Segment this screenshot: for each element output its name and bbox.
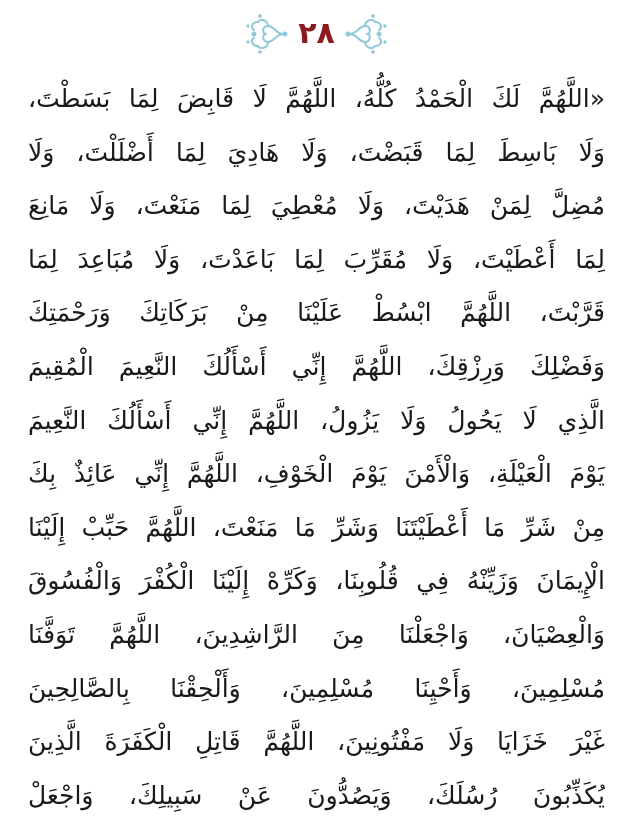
text-line: الْإِيمَانَ وَزَيِّنْهُ فِي قُلُوبِنَا، وَكَرِّهْ إِلَيْنَا الْكُفْرَ وَالْفُسُوقَ — [28, 566, 605, 596]
text-line: وَالْعِصْيَانَ، وَاجْعَلْنَا مِنَ الرَّاشِدِينَ، اللَّهُمَّ تَوَفَّنَا — [28, 619, 605, 649]
page-header — [0, 8, 633, 60]
text-line: قَرَّبْتَ، اللَّهُمَّ ابْسُطْ عَلَيْنَا مِنْ بَرَكَاتِكَ وَرَحْمَتِكَ — [28, 298, 605, 328]
text-line: مُضِلَّ لِمَنْ هَدَيْتَ، وَلَا مُعْطِيَ لِمَا مَنَعْتَ، وَلَا مَانِعَ — [28, 191, 605, 221]
text-line: غَيْرَ خَزَايَا وَلَا مَفْتُونِينَ، اللَّهُمَّ قَاتِلِ الْكَفَرَةَ الَّذِينَ — [28, 727, 605, 757]
text-line: مُسْلِمِينَ، وَأَحْيِنَا مُسْلِمِينَ، وَأَلْحِقْنَا بِالصَّالِحِينَ — [28, 673, 605, 703]
dua-text-body — [28, 72, 605, 822]
text-line: الَّذِي لَا يَحُولُ وَلَا يَزُولُ، اللَّهُمَّ إِنِّي أَسْأَلُكَ النَّعِيمَ — [28, 405, 605, 435]
text-line: لِمَا أَعْطَيْتَ، وَلَا مُقَرِّبَ لِمَا بَاعَدْتَ، وَلَا مُبَاعِدَ لِمَا — [28, 244, 605, 274]
text-line: يُكَذِّبُونَ رُسُلَكَ، وَيَصُدُّونَ عَنْ سَبِيلِكَ، وَاجْعَلْ — [28, 780, 605, 810]
arabesque-ornament-icon — [345, 12, 389, 56]
text-line: «اللَّهُمَّ لَكَ الْحَمْدُ كُلُّهُ، اللَّهُمَّ لَا قَابِضَ لِمَا بَسَطْتَ، — [28, 84, 605, 113]
text-line: وَلَا بَاسِطَ لِمَا قَبَضْتَ، وَلَا هَادِيَ لِمَا أَضْلَلْتَ، وَلَا — [28, 137, 605, 167]
text-line: يَوْمَ الْعَيْلَةِ، وَالْأَمْنَ يَوْمَ الْخَوْفِ، اللَّهُمَّ إِنِّي عَائِذٌ بِكَ — [28, 459, 605, 489]
text-line: وَفَضْلِكَ وَرِزْقِكَ، اللَّهُمَّ إِنِّي أَسْأَلُكَ النَّعِيمَ الْمُقِيمَ — [28, 351, 605, 381]
arabesque-ornament-icon — [244, 12, 288, 56]
text-line: مِنْ شَرِّ مَا أَعْطَيْتَنَا وَشَرِّ مَا مَنَعْتَ، اللَّهُمَّ حَبِّبْ إِلَيْنَا — [28, 512, 605, 542]
page-number: ٢٨ — [298, 16, 335, 51]
